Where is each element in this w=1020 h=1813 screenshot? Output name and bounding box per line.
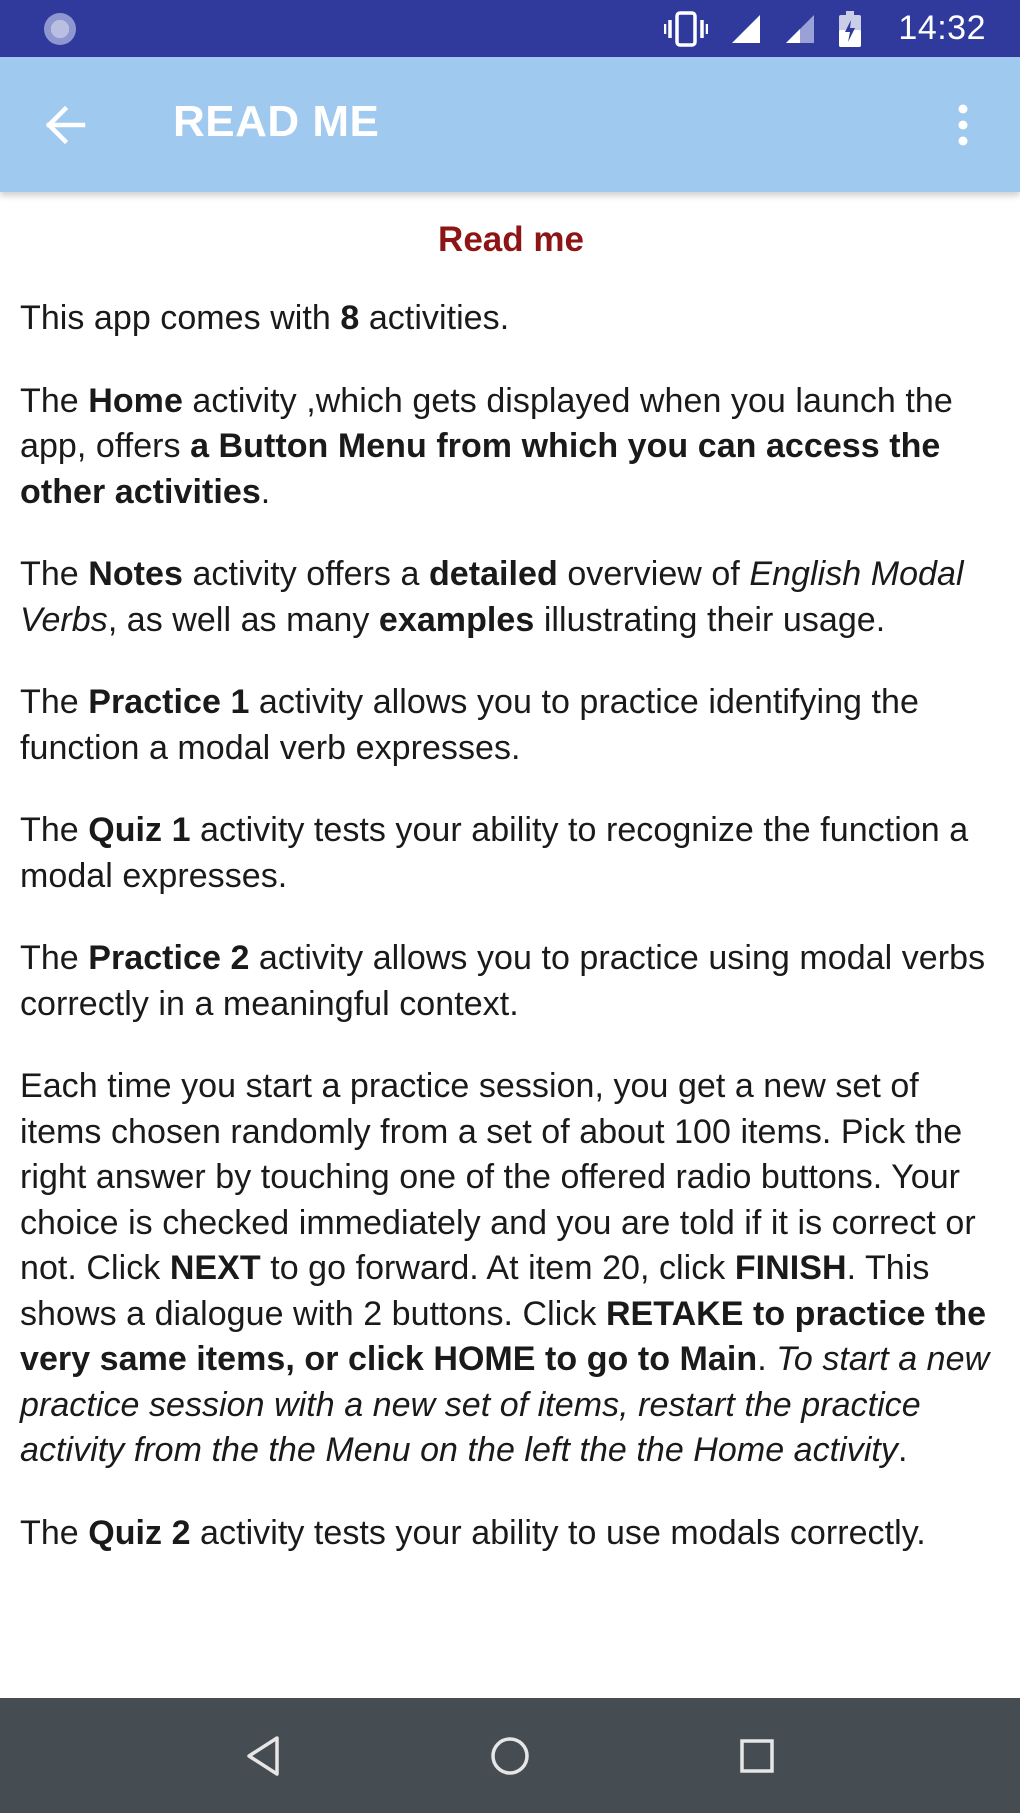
paragraph-practice-1: The Practice 1 activity allows you to practice identifying the function a modal verb expresses.: [20, 683, 919, 767]
paragraph-home: The Home activity ,which gets displayed when you launch the app, offers a Button Menu from which you can access the other activities.: [20, 381, 953, 511]
paragraph-quiz-1: The Quiz 1 activity tests your ability to recognize the function a modal expresses.: [20, 811, 969, 895]
overflow-menu-button[interactable]: [928, 90, 998, 160]
system-nav-bar: [0, 1698, 1020, 1813]
status-bar: [0, 0, 1020, 57]
page-title: READ ME: [173, 97, 380, 146]
vibrate-icon: [664, 11, 708, 47]
readme-content[interactable]: [0, 192, 1020, 1698]
signal-weak-icon: [784, 13, 816, 45]
app-bar: [0, 57, 1020, 192]
status-icons: [664, 0, 986, 57]
battery-icon: [838, 10, 862, 48]
arrow-back-icon: [43, 103, 87, 147]
status-clock: 14:32: [898, 9, 986, 47]
nav-back-icon: [243, 1734, 283, 1778]
content-heading: Read me: [438, 220, 584, 259]
nav-home-icon: [488, 1734, 532, 1778]
nav-recents-icon: [737, 1736, 777, 1776]
paragraph-practice-2: The Practice 2 activity allows you to practice using modal verbs correctly in a meaningful context.: [20, 939, 986, 1023]
paragraph-notes: The Notes activity offers a detailed overview of English Modal Verbs, as well as many examples illustrating their usage.: [20, 555, 964, 639]
nav-home-button[interactable]: [470, 1716, 550, 1796]
more-vert-icon: [956, 103, 970, 147]
nav-back-button[interactable]: [223, 1716, 303, 1796]
nav-recents-button[interactable]: [717, 1716, 797, 1796]
paragraph-practice-session: Each time you start a practice session, you get a new set of items chosen randomly from a set of about 100 items. Pick the right answer by touching one of the offered radio buttons. Your choice is checked immediately and you are told if it is correct or not. Click NEXT to go forward. At item 20, click FINISH. This shows a dialogue with 2 buttons. Click RETAKE to practice the very same items, or click HOME to go to Main. To start a new practice session with a new set of items, restart the practice activity from the the Menu on the left the the Home activity.: [20, 1067, 990, 1469]
notification-dot-icon: [44, 13, 76, 45]
back-button[interactable]: [30, 90, 100, 160]
paragraph-activities-count: This app comes with 8 activities.: [20, 299, 510, 337]
paragraph-quiz-2: The Quiz 2 activity tests your ability to use modals correctly.: [20, 1513, 926, 1552]
signal-icon: [730, 13, 762, 45]
